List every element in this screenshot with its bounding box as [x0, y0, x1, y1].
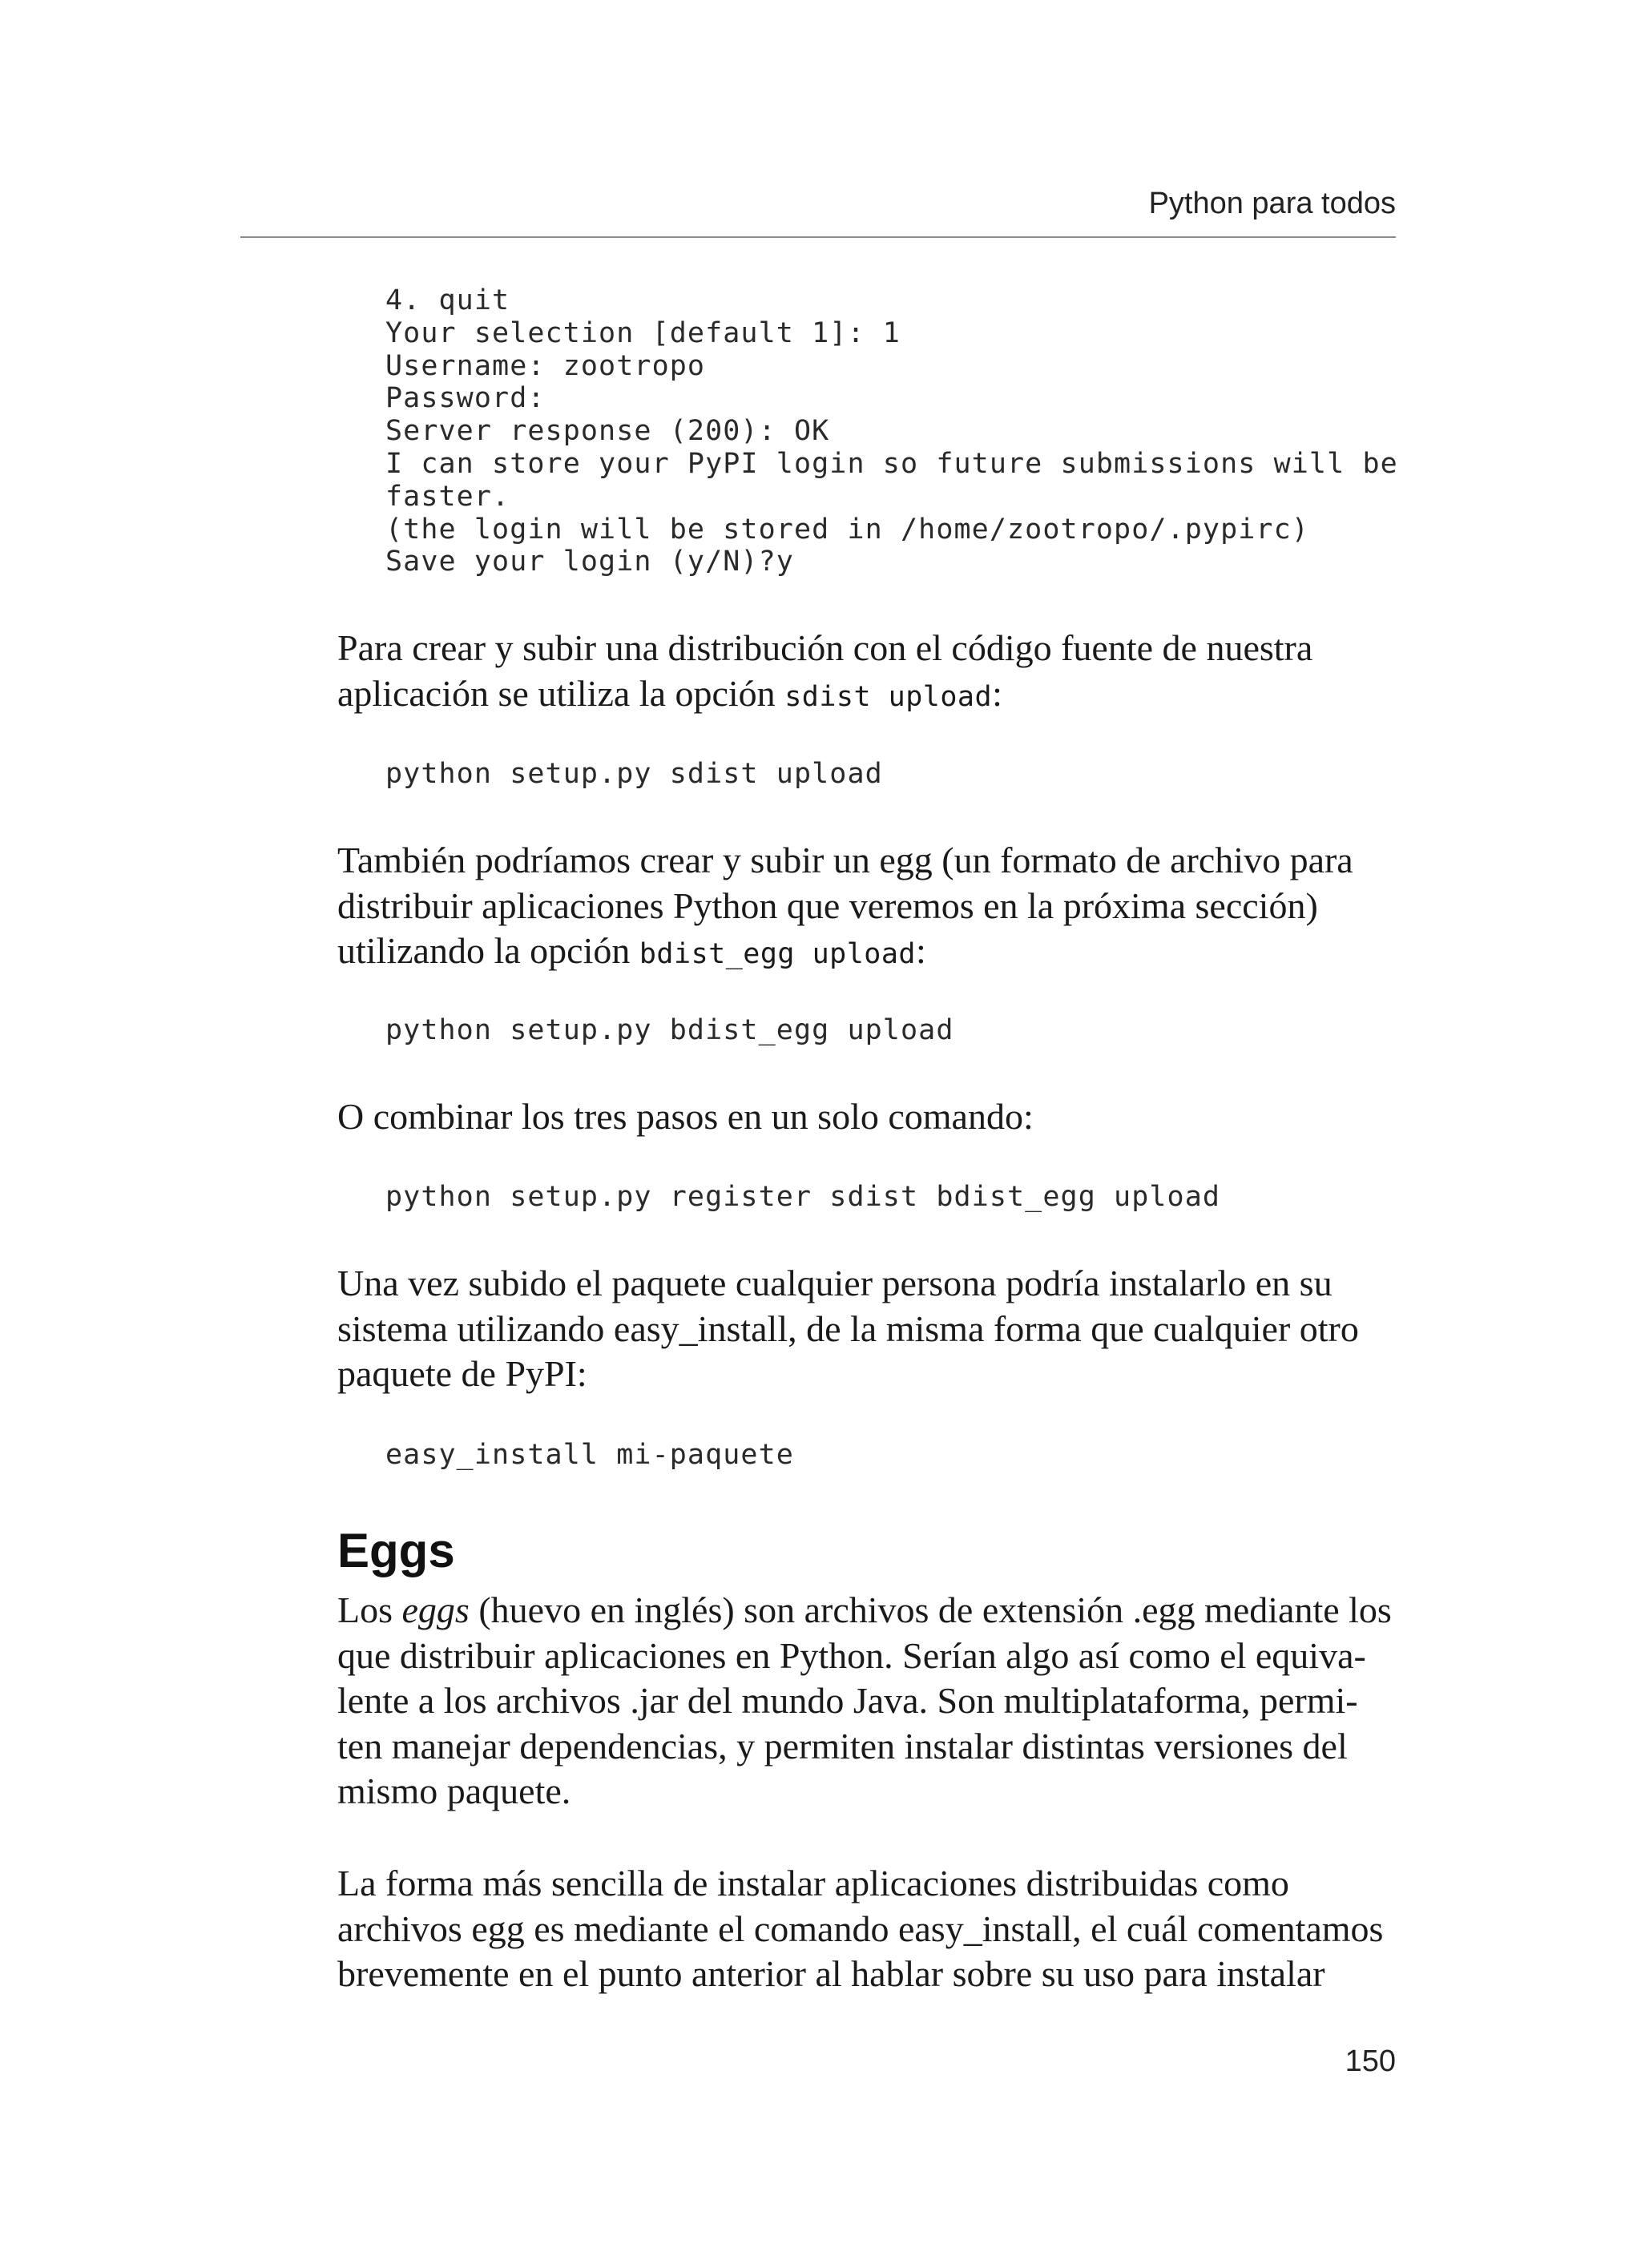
- inline-code: sdist upload: [784, 680, 993, 713]
- text-line: archivos egg es mediante el comando easy_install, el cuál comentamos: [337, 1907, 1384, 1949]
- code-line: Server response (200): OK: [385, 415, 830, 448]
- text-run: utilizando la opción: [337, 930, 639, 971]
- paragraph-eggs-intro: [337, 1588, 1403, 1815]
- code-block-combined: [385, 1181, 1220, 1214]
- code-block-easy-install: [385, 1439, 794, 1472]
- text-run: :: [992, 672, 1002, 714]
- code-block-sdist: [385, 758, 883, 791]
- text-line: [337, 929, 1403, 977]
- text-run: Los: [337, 1589, 402, 1630]
- code-line: Username: zootropo: [385, 349, 706, 382]
- text-line: Para crear y subir una distribución con el código fuente de nuestra: [337, 627, 1313, 668]
- text-line: [337, 671, 1403, 720]
- italic-term: eggs: [401, 1589, 470, 1630]
- text-line: O combinar los tres pasos en un solo comando:: [337, 1096, 1034, 1137]
- paragraph-sdist: [337, 626, 1403, 719]
- code-line: (the login will be stored in /home/zootropo/.pypirc): [385, 513, 1309, 546]
- text-line: que distribuir aplicaciones en Python. Serían algo así como el equiva-: [337, 1634, 1366, 1676]
- text-line: Una vez subido el paquete cualquier persona podría instalarlo en su: [337, 1263, 1333, 1303]
- code-line: Password:: [385, 382, 546, 415]
- text-line: [337, 1588, 1403, 1634]
- inline-code: bdist_egg upload: [639, 938, 917, 970]
- text-line: ten manejar dependencias, y permiten instalar distintas versiones del: [337, 1725, 1348, 1766]
- code-line: python setup.py sdist upload: [385, 758, 883, 790]
- section-heading-eggs: Eggs: [337, 1524, 455, 1577]
- text-line: lente a los archivos .jar del mundo Java. Son multiplataforma, permi-: [337, 1680, 1358, 1721]
- text-line: sistema utilizando easy_install, de la misma forma que cualquier otro: [337, 1307, 1359, 1349]
- text-line: La forma más sencilla de instalar aplicaciones distribuidas como: [337, 1863, 1289, 1903]
- text-run: (huevo en inglés) son archivos de extensión .egg mediante los: [469, 1589, 1392, 1630]
- text-line: brevemente en el punto anterior al hablar sobre su uso para instalar: [337, 1953, 1325, 1994]
- code-line: Save your login (y/N)?y: [385, 546, 794, 578]
- text-line: distribuir aplicaciones Python que veremos en la próxima sección): [337, 884, 1318, 926]
- paragraph-bdist-egg: [337, 838, 1403, 977]
- code-block-bdist-egg: [385, 1014, 954, 1047]
- text-run: :: [916, 930, 926, 971]
- code-line: I can store your PyPI login so future submissions will be: [385, 447, 1398, 480]
- text-run: aplicación se utiliza la opción: [337, 672, 785, 714]
- code-line: easy_install mi-paquete: [385, 1439, 794, 1471]
- code-line: Your selection [default 1]: 1: [385, 316, 901, 349]
- code-line: faster.: [385, 480, 510, 513]
- code-line: 4. quit: [385, 284, 510, 316]
- code-line: python setup.py register sdist bdist_egg upload: [385, 1181, 1221, 1213]
- paragraph-combine: [337, 1094, 1403, 1140]
- paragraph-easy-install: [337, 1261, 1403, 1397]
- header-rule: [240, 236, 1396, 238]
- text-line: mismo paquete.: [337, 1770, 571, 1811]
- page-number: 150: [1345, 2044, 1396, 2078]
- code-block-pypi-session: [385, 284, 1398, 578]
- text-line: paquete de PyPI:: [337, 1353, 587, 1394]
- paragraph-eggs-install: [337, 1861, 1403, 1997]
- text-line: También podríamos crear y subir un egg (un formato de archivo para: [337, 840, 1353, 880]
- code-line: python setup.py bdist_egg upload: [385, 1014, 954, 1046]
- running-header: Python para todos: [1148, 187, 1396, 220]
